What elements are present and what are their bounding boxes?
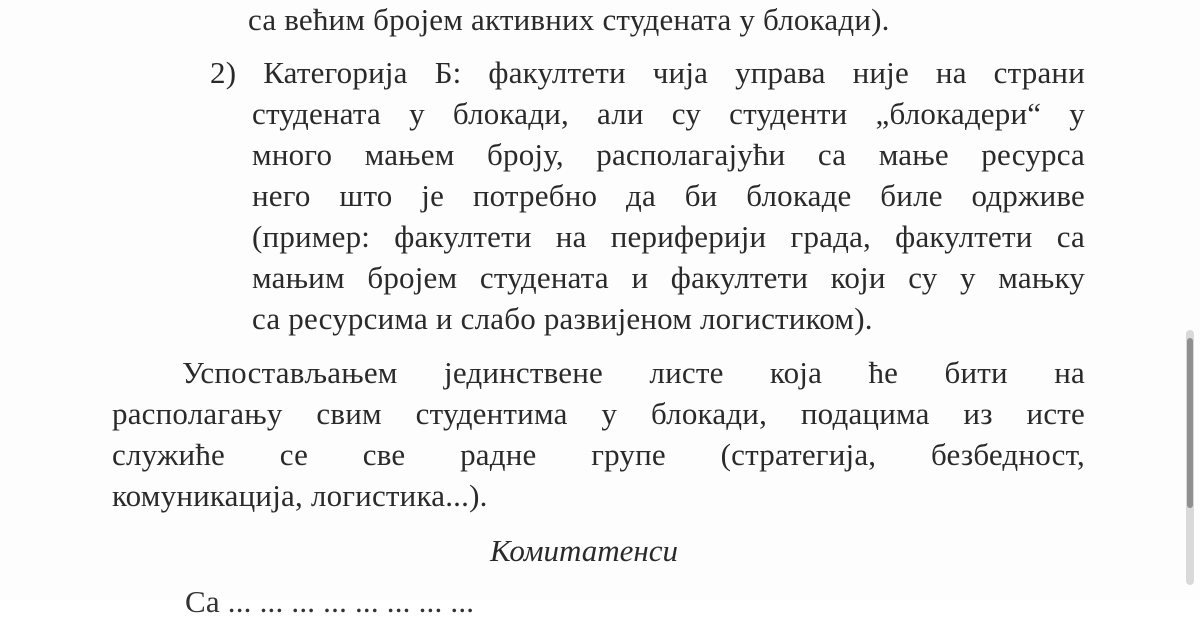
scrollbar-thumb[interactable]	[1187, 338, 1193, 508]
paragraph-line-1: Успостављањем јединствене листе која ће бити на	[182, 355, 1085, 390]
item-2-line-3: много мањем броју, располагајући са мање ресурса	[252, 137, 1085, 172]
item-2-line-7: са ресурсима и слабо развијеном логистиком).	[252, 301, 873, 336]
item-2-line-5: (пример: факултети на периферији града, факултети са	[252, 219, 1085, 254]
item-2-line-6: мањим бројем студената и факултети који су у мањку	[252, 260, 1085, 295]
paragraph-line-2: располагању свим студентима у блокади, подацима из исте	[112, 396, 1085, 431]
item-2-line-2: студената у блокади, али су студенти „блокадери“ у	[252, 96, 1085, 131]
paragraph-line-4: комуникација, логистика...).	[112, 478, 488, 513]
item-2-line-1: 2) Категорија Б: факултети чија управа није на страни	[210, 55, 1085, 90]
item-2-line-4: него што је потребно да би блокаде биле одрживе	[252, 178, 1085, 213]
vertical-scrollbar[interactable]	[1186, 330, 1194, 585]
section-heading: Комитатенси	[490, 533, 679, 568]
next-paragraph-start: Са ... ... ... ... ... ... ... ...	[185, 584, 475, 619]
list-continuation-line: са већим бројем активних студената у блокади).	[248, 2, 890, 37]
paragraph-line-3: служиће се све радне групе (стратегија, безбедност,	[112, 437, 1085, 472]
